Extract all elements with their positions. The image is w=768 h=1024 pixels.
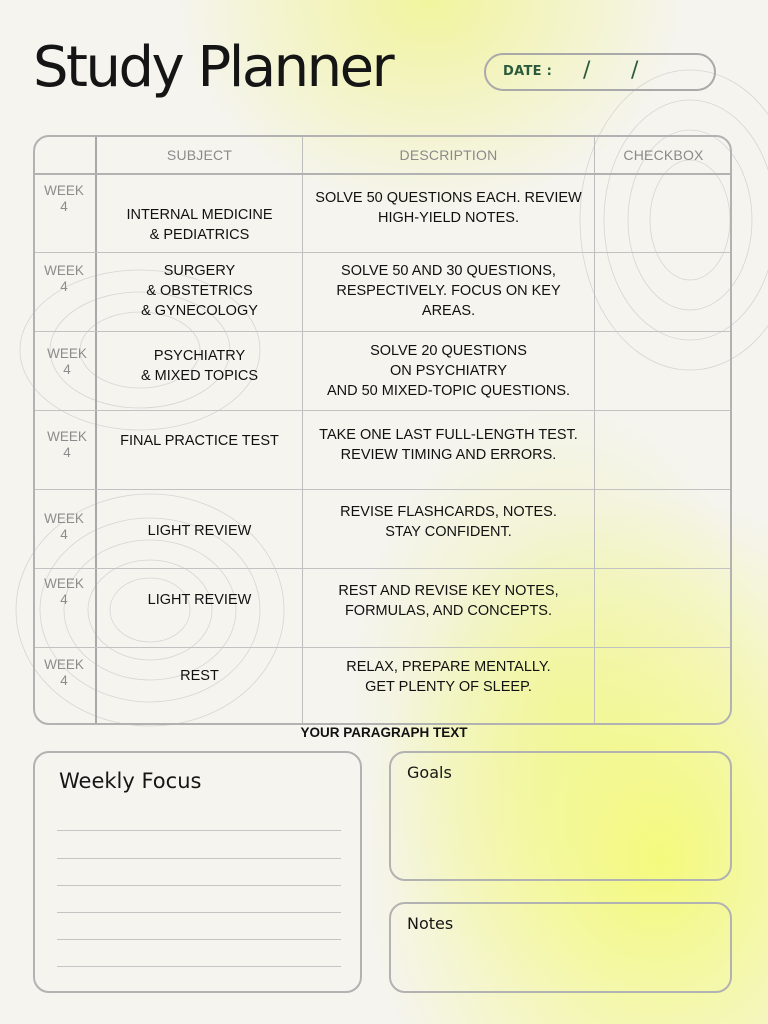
checkbox-cell[interactable] [595, 490, 730, 569]
description-cell: SOLVE 50 QUESTIONS EACH. REVIEW HIGH-YIELD NOTES. [315, 190, 582, 226]
page-title: Study Planner [33, 35, 393, 100]
subject-cell: LIGHT REVIEW [147, 523, 252, 539]
writing-line [57, 830, 341, 831]
writing-line [57, 966, 341, 967]
week-label: WEEK 4 [44, 183, 84, 214]
goals-title: Goals [407, 763, 452, 782]
checkbox-cell[interactable] [595, 648, 730, 725]
description-cell: SOLVE 20 QUESTIONS ON PSYCHIATRY AND 50 MIXED-TOPIC QUESTIONS. [326, 343, 571, 399]
weekly-focus-title: Weekly Focus [59, 769, 202, 793]
subject-cell: INTERNAL MEDICINE & PEDIATRICS [126, 207, 273, 243]
description-cell: REST AND REVISE KEY NOTES, FORMULAS, AND CONCEPTS. [338, 583, 559, 619]
checkbox-cell[interactable] [595, 332, 730, 411]
goals-box[interactable] [389, 751, 732, 881]
table-row [35, 332, 730, 411]
weekly-focus-box[interactable] [33, 751, 362, 993]
table-row [35, 569, 730, 648]
table-row [35, 648, 730, 725]
notes-box[interactable] [389, 902, 732, 993]
date-separator: / [583, 58, 591, 83]
date-field[interactable] [484, 53, 716, 91]
week-label: WEEK 4 [44, 657, 84, 688]
subject-cell: LIGHT REVIEW [147, 592, 252, 608]
week-label: WEEK 4 [44, 576, 84, 607]
subject-cell: REST [180, 668, 219, 684]
week-label: WEEK 4 [47, 346, 87, 377]
header-checkbox: CHECKBOX [623, 147, 704, 163]
notes-title: Notes [407, 914, 454, 933]
checkbox-cell[interactable] [595, 411, 730, 490]
week-label: WEEK 4 [44, 511, 84, 542]
subject-cell: PSYCHIATRY & MIXED TOPICS [140, 348, 259, 384]
writing-line [57, 912, 341, 913]
checkbox-cell[interactable] [595, 253, 730, 332]
checkbox-cell[interactable] [595, 175, 730, 253]
study-table [33, 135, 732, 725]
description-cell: SOLVE 50 AND 30 QUESTIONS, RESPECTIVELY. FOCUS ON KEY AREAS. [336, 263, 561, 319]
table-row [35, 490, 730, 569]
subject-cell: SURGERY & OBSTETRICS & GYNECOLOGY [141, 263, 258, 319]
description-cell: RELAX, PREPARE MENTALLY. GET PLENTY OF SLEEP. [346, 659, 551, 695]
writing-line [57, 858, 341, 859]
header-description: DESCRIPTION [399, 147, 498, 163]
date-separator: / [631, 58, 639, 83]
header-week [35, 137, 95, 173]
table-row [35, 411, 730, 490]
table-row [35, 175, 730, 253]
date-label: DATE : [503, 64, 553, 79]
paragraph-text: YOUR PARAGRAPH TEXT [300, 725, 468, 740]
header-subject: SUBJECT [166, 147, 233, 163]
week-label: WEEK 4 [47, 429, 87, 460]
subject-cell: FINAL PRACTICE TEST [120, 433, 279, 449]
week-label: WEEK 4 [44, 263, 84, 294]
checkbox-cell[interactable] [595, 569, 730, 648]
writing-line [57, 885, 341, 886]
description-cell: REVISE FLASHCARDS, NOTES. STAY CONFIDENT. [340, 504, 557, 540]
table-row [35, 253, 730, 332]
writing-line [57, 939, 341, 940]
description-cell: TAKE ONE LAST FULL-LENGTH TEST. REVIEW TIMING AND ERRORS. [319, 427, 578, 463]
